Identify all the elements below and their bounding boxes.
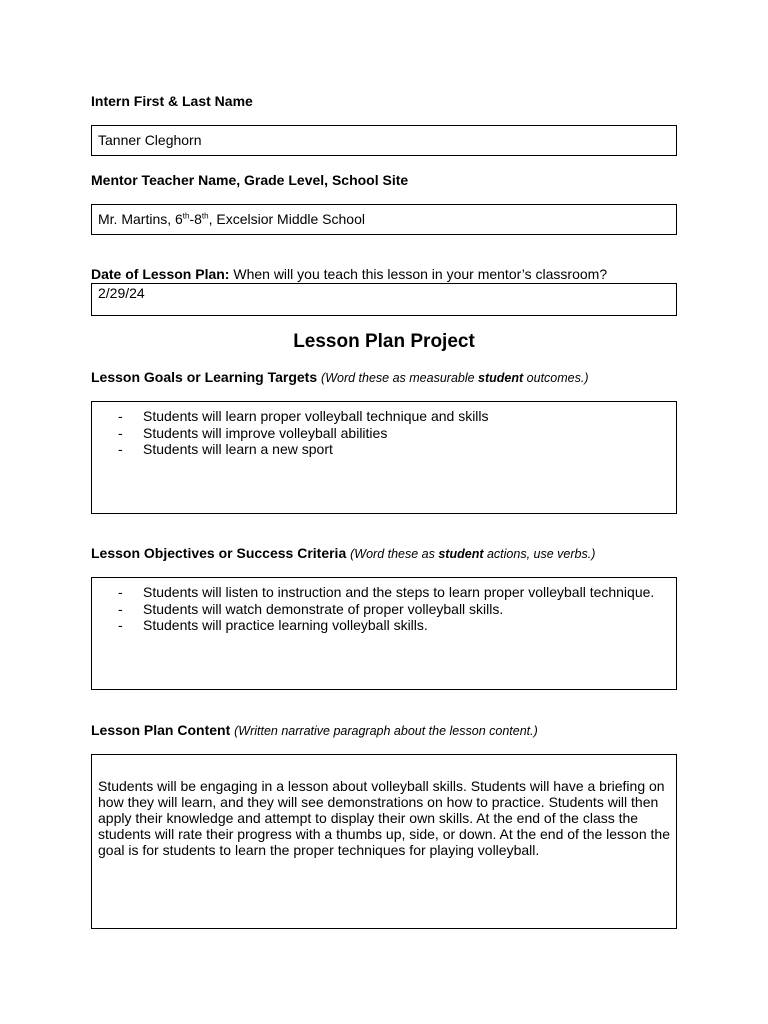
mentor-info-value: Mr. Martins, 6th-8th, Excelsior Middle School <box>98 211 365 227</box>
mentor-info-label: Mentor Teacher Name, Grade Level, School Site <box>91 172 409 188</box>
list-item: - Students will learn proper volleyball technique and skills <box>118 408 676 425</box>
list-item: - Students will practice learning volleyball skills. <box>118 617 676 634</box>
intern-name-value: Tanner Cleghorn <box>98 132 202 148</box>
content-field[interactable] <box>91 754 677 929</box>
content-paragraph <box>92 755 676 858</box>
goals-field[interactable] <box>91 401 677 514</box>
paragraph-line: Students will be engaging in a lesson about volleyball skills. Students will have a briefing on <box>98 778 665 794</box>
page-title: Lesson Plan Project <box>293 331 475 352</box>
content-label: Lesson Plan Content (Written narrative paragraph about the lesson content.) <box>91 722 538 738</box>
content-hint: (Written narrative paragraph about the lesson content.) <box>234 724 538 738</box>
paragraph-line: apply their knowledge and attempt to display their own skills. At the end of the class the <box>98 810 639 826</box>
objectives-label: Lesson Objectives or Success Criteria (Word these as student actions, use verbs.) <box>91 545 596 561</box>
list-item: - Students will watch demonstrate of proper volleyball skills. <box>118 601 676 618</box>
objectives-hint: (Word these as student actions, use verbs.) <box>350 547 596 561</box>
lesson-date-field[interactable] <box>91 283 677 316</box>
paragraph-line: goal is for students to learn the proper techniques for playing volleyball. <box>98 842 540 858</box>
intern-name-label: Intern First & Last Name <box>91 93 253 109</box>
paragraph-line: students will rate their progress with a thumbs up, side, or down. At the end of the lesson the <box>98 826 670 842</box>
lesson-date-label: Date of Lesson Plan: When will you teach this lesson in your mentor’s classroom? <box>91 266 608 282</box>
intern-name-field[interactable] <box>91 125 677 156</box>
list-item: - Students will improve volleyball abilities <box>118 425 676 442</box>
goals-label: Lesson Goals or Learning Targets (Word these as measurable student outcomes.) <box>91 369 589 385</box>
lesson-date-prompt: When will you teach this lesson in your mentor’s classroom? <box>229 266 608 282</box>
list-item: - Students will learn a new sport <box>118 441 676 458</box>
objectives-field[interactable] <box>91 577 677 690</box>
lesson-date-value: 2/29/24 <box>98 285 145 301</box>
goals-hint: (Word these as measurable student outcomes.) <box>321 371 589 385</box>
list-item: - Students will listen to instruction and the steps to learn proper volleyball technique. <box>118 584 676 601</box>
objectives-list <box>92 578 676 634</box>
goals-list <box>92 402 676 458</box>
paragraph-line: how they will learn, and they will see demonstrations on how to practice. Students will then <box>98 794 659 810</box>
mentor-info-field[interactable] <box>91 204 677 235</box>
